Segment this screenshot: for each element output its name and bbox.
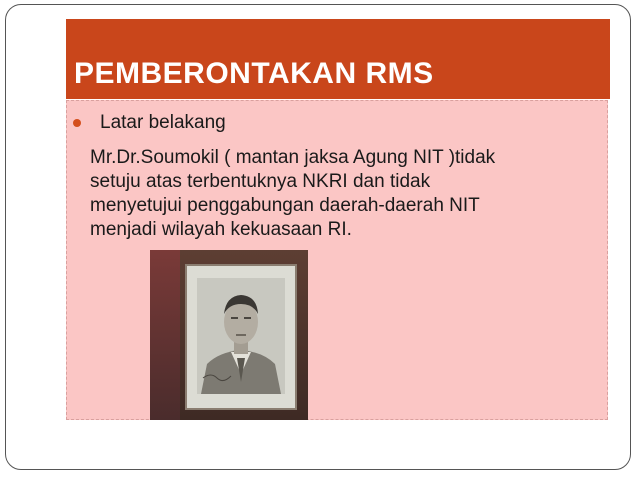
photo-background-left xyxy=(150,250,184,420)
body-line: menyetujui penggabungan daerah-daerah NIT xyxy=(90,195,480,216)
bullet-heading: Latar belakang xyxy=(100,112,226,133)
slide-title: PEMBERONTAKAN RMS xyxy=(74,57,434,90)
body-paragraph xyxy=(90,146,495,242)
body-line: menjadi wilayah kekuasaan RI. xyxy=(90,219,352,240)
portrait-photo xyxy=(150,250,308,420)
portrait-figure xyxy=(197,278,285,394)
body-line: setuju atas terbentuknya NKRI dan tidak xyxy=(90,171,431,192)
body-line: Mr.Dr.Soumokil ( mantan jaksa Agung NIT )tidak xyxy=(90,147,496,168)
bullet-icon xyxy=(73,119,81,127)
